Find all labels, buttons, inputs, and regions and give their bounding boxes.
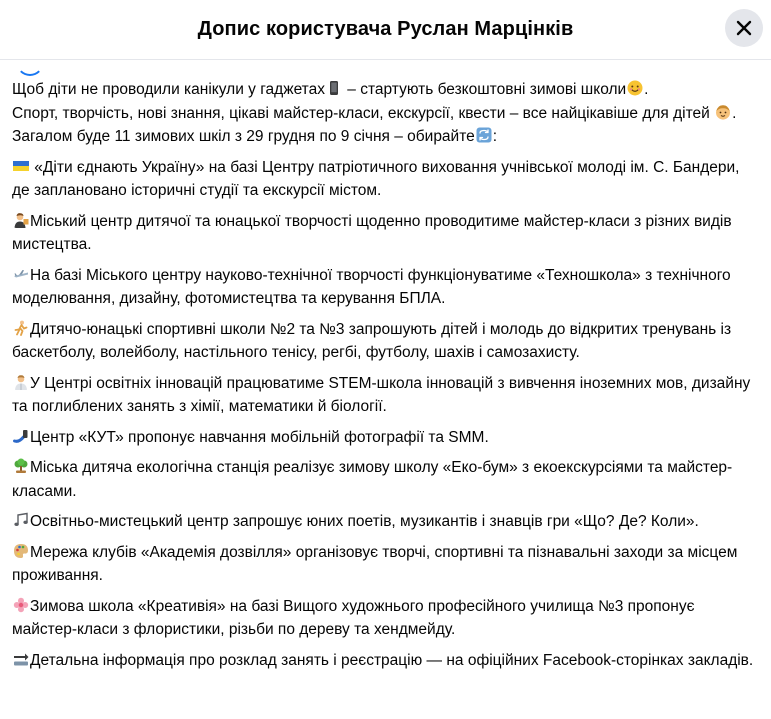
list-item-text: Мережа клубів «Академія дозвілля» організовує творчі, спортивні та пізнавальні заходи за місцем проживання. [12, 543, 738, 584]
list-item-text: Зимова школа «Креативія» на базі Вищого художнього професійного училища №3 пропонує майстер-класи з флористики, різьби по дереву та хендмейду. [12, 597, 695, 638]
list-item-text: Центр «КУТ» пропонує навчання мобільній фотографії та SMM. [30, 428, 489, 446]
avatar[interactable] [16, 48, 44, 76]
intro-text: Загалом буде 11 зимових шкіл з 29 грудня по 9 січня – обирайте [12, 128, 475, 145]
list-item [12, 595, 759, 642]
smiling-face-icon [627, 80, 643, 96]
intro-text: . [732, 104, 737, 122]
palette-icon [13, 543, 29, 559]
post-intro [12, 78, 759, 149]
list-item-text: Дитячо-юнацькі спортивні школи №2 та №3 запрошують дітей і молодь до відкритих тренувань із баскетболу, волейболу, настільного тенісу, регбі, футболу, шахів і самозахисту. [12, 320, 732, 361]
list-item [12, 541, 759, 588]
intro-text: – стартують безкоштовні зимові школи [342, 81, 627, 98]
running-person-icon [13, 320, 29, 336]
arrows-icon [476, 127, 492, 143]
intro-text: : [492, 128, 498, 145]
list-item [12, 264, 759, 311]
child-face-icon [715, 104, 731, 120]
intro-line [12, 125, 759, 149]
intro-text: Спорт, творчість, нові знання, цікаві майстер-класи, екскурсії, квести – все найцікавіше для дітей [12, 104, 715, 122]
artist-icon [13, 212, 29, 228]
ukraine-flag-icon [13, 158, 29, 174]
music-notes-icon [13, 512, 29, 528]
airplane-icon [13, 266, 29, 282]
list-item [12, 510, 759, 534]
list-item-text: Детальна інформація про розклад занять і реєстрацію — на офіційних Facebook-сторінках закладів. [30, 651, 754, 669]
dialog-header [0, 0, 771, 60]
list-item-text: Освітньо-мистецький центр запрошує юних поетів, музикантів і знавців гри «Що? Де? Коли». [30, 513, 699, 530]
scientist-icon [13, 374, 29, 390]
list-item-text: «Діти єднають Україну» на базі Центру патріотичного виховання учнівської молоді ім. С. Бандери, де заплановано історичні студії та екскурсії містом. [12, 158, 740, 199]
list-item [12, 318, 759, 365]
close-icon [736, 20, 752, 36]
intro-text: . [644, 81, 649, 98]
selfie-icon [13, 428, 29, 444]
list-item [12, 456, 759, 503]
tree-icon [13, 458, 29, 474]
post-text [0, 60, 771, 672]
list-item [12, 210, 759, 257]
dialog-title: Допис користувача Руслан Марцінків [197, 18, 574, 40]
list-item [12, 156, 759, 203]
list-item [12, 649, 759, 673]
list-item-text: Міська дитяча екологічна станція реалізує зимову школу «Еко-бум» з екоекскурсіями та майстер-класами. [12, 459, 733, 500]
list-item-text: Міський центр дитячої та юнацької творчості щоденно проводитиме майстер-класи з різних видів мистецтва. [12, 212, 732, 253]
intro-text: Щоб діти не проводили канікули у гаджетах [12, 81, 325, 98]
soon-arrow-icon [13, 651, 29, 667]
mobile-phone-icon [326, 80, 342, 96]
intro-line [12, 102, 759, 126]
list-item-text: На базі Міського центру науково-технічної творчості функціонуватиме «Техношкола» з технічного моделювання, дизайну, фотомистецтва та керування БПЛА. [12, 266, 731, 307]
list-item [12, 426, 759, 450]
intro-line [12, 78, 759, 102]
list-item-text: У Центрі освітніх інновацій працюватиме STEM-школа інновацій з вивчення іноземних мов, дизайну та поглиблених занять з хімії, математики й біології. [12, 374, 751, 415]
list-item [12, 372, 759, 419]
flower-icon [13, 597, 29, 613]
close-button[interactable] [725, 9, 763, 47]
